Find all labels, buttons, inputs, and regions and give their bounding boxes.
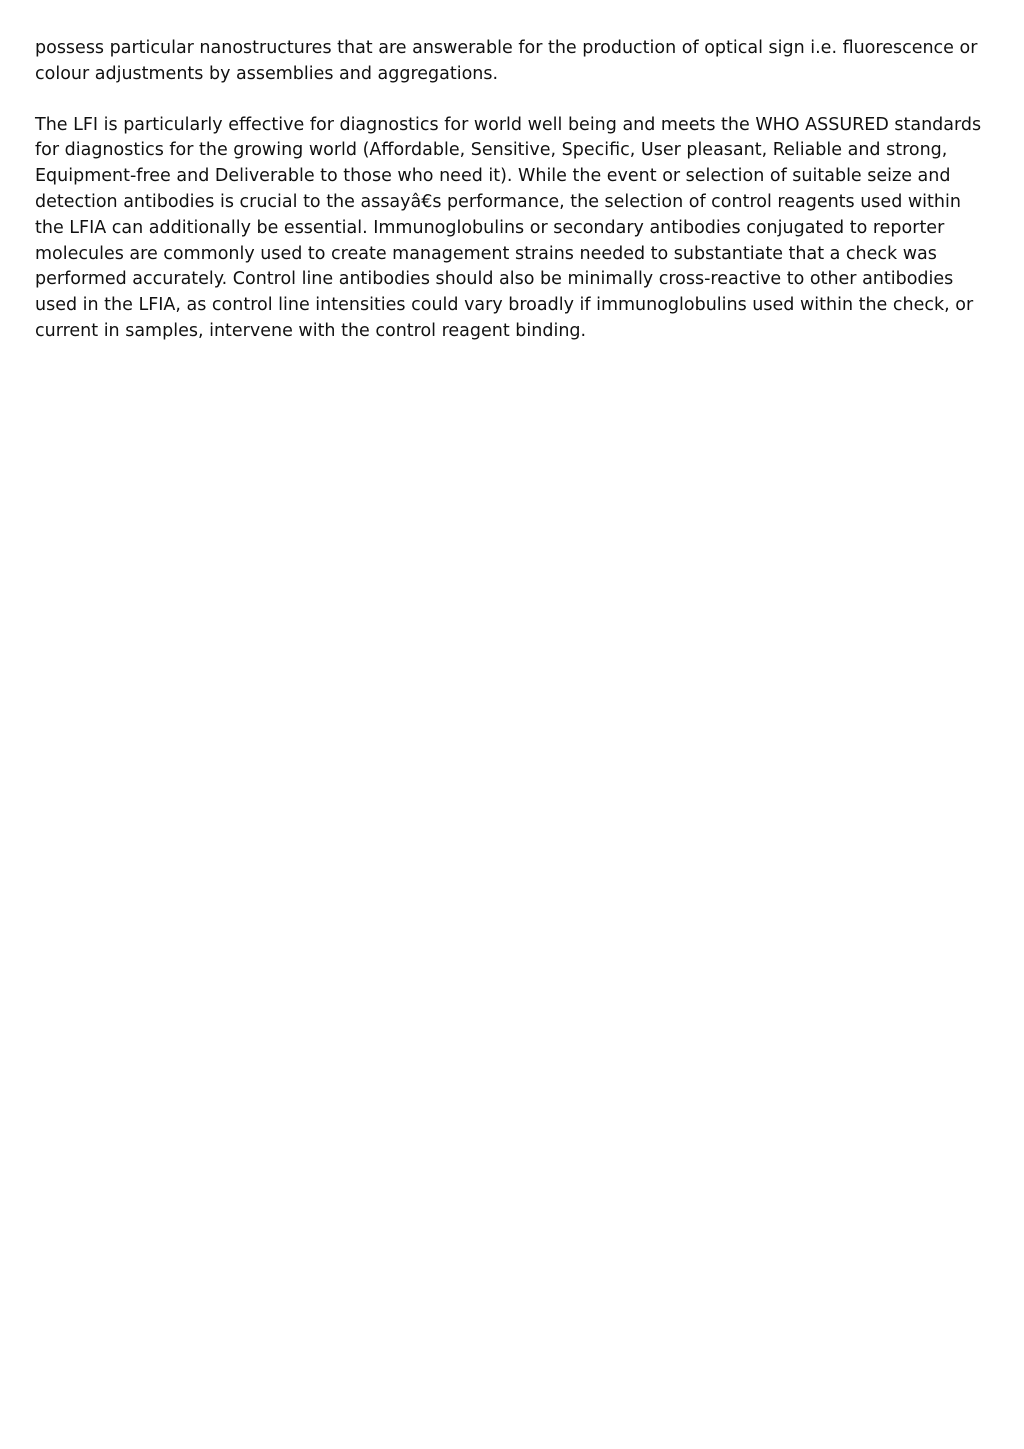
- paragraph-lfi-diagnostics: The LFI is particularly effective for diagnostics for world well being and meets the WHO ASSURED standards for diagnostics for the growing world (Affordable, Sensitive, Specific, User pleasant, Reliable and strong, Equipment-free and Deliverable to those who need it). While the event or selection of suitable seize and detection antibodies is crucial to the assayâ€s performance, the selection of control reagents used within the LFIA can additionally be essential. Immunoglobulins or secondary antibodies conjugated to reporter molecules are commonly used to create management strains needed to substantiate that a check was performed accurately. Control line antibodies should also be minimally cross-reactive to other antibodies used in the LFIA, as control line intensities could vary broadly if immunoglobulins used within the check, or current in samples, intervene with the control reagent binding.: [35, 114, 982, 341]
- paragraph-intro-continuation: possess particular nanostructures that are answerable for the production of optical sign i.e. fluorescence or colour adjustments by assemblies and aggregations.: [35, 38, 978, 84]
- document-page: [35, 36, 990, 370]
